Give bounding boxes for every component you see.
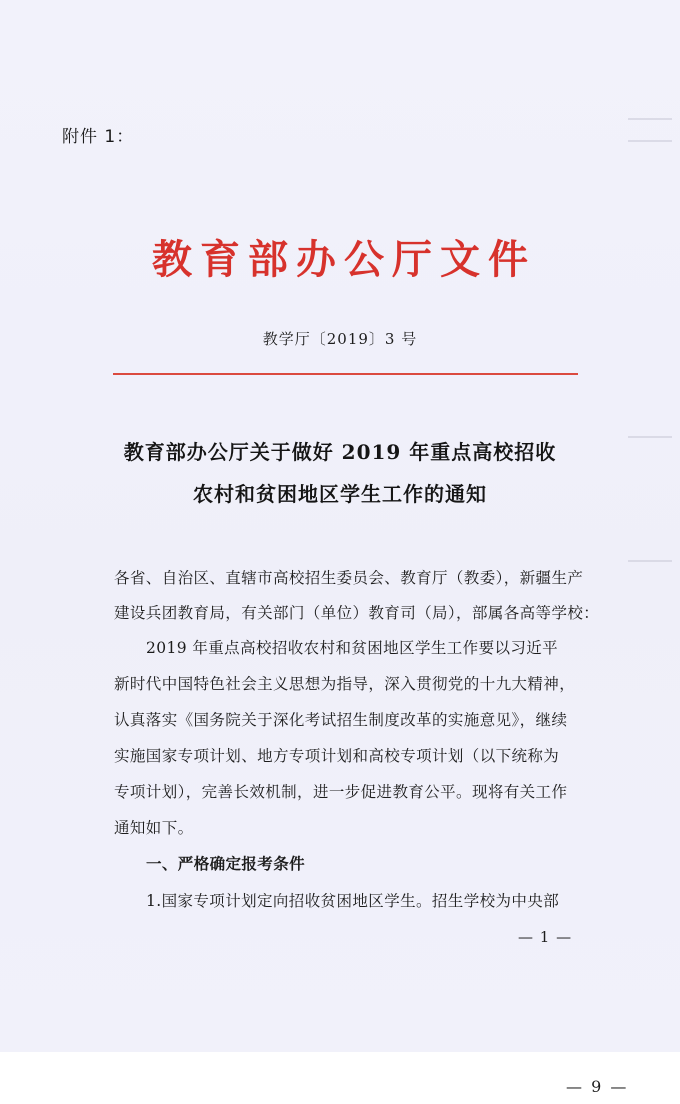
- notice-title-line-2: 农村和贫困地区学生工作的通知: [193, 482, 487, 506]
- body-line-2: 建设兵团教育局，有关部门（单位）教育司（局），部属各高等学校：: [114, 604, 600, 622]
- body-line-8: 通知如下。: [114, 819, 194, 837]
- section-heading-1: 一、严格确定报考条件: [146, 854, 306, 873]
- red-divider-line: [113, 373, 578, 375]
- body-line-5: 认真落实《国务院关于深化考试招生制度改革的实施意见》，继续: [114, 711, 568, 729]
- scan-artifact: [628, 140, 672, 142]
- scan-artifact: [628, 560, 672, 562]
- body-line-6: 实施国家专项计划、地方专项计划和高校专项计划（以下统称为: [114, 747, 560, 765]
- notice-title-line-1: 教育部办公厅关于做好 2019 年重点高校招收: [123, 440, 557, 464]
- body-line-3: 2019 年重点高校招收农村和贫困地区学生工作要以习近平: [146, 639, 559, 657]
- inner-page-number: — 1 —: [518, 928, 573, 946]
- body-line-1: 各省、自治区、直辖市高校招生委员会、教育厅（教委），新疆生产: [114, 569, 584, 587]
- issuing-authority-header: 教育部办公厅文件: [152, 236, 536, 283]
- body-line-7: 专项计划），完善长效机制，进一步促进教育公平。现将有关工作: [114, 783, 568, 801]
- document-number: 教学厅〔2019〕3 号: [262, 330, 418, 348]
- scan-artifact: [628, 118, 672, 120]
- body-line-4: 新时代中国特色社会主义思想为指导，深入贯彻党的十九大精神，: [114, 675, 576, 693]
- attachment-label: 附件 1：: [62, 127, 135, 147]
- outer-page-number: — 9 —: [566, 1077, 629, 1096]
- body-line-10: 1.国家专项计划定向招收贫困地区学生。招生学校为中央部: [146, 892, 560, 910]
